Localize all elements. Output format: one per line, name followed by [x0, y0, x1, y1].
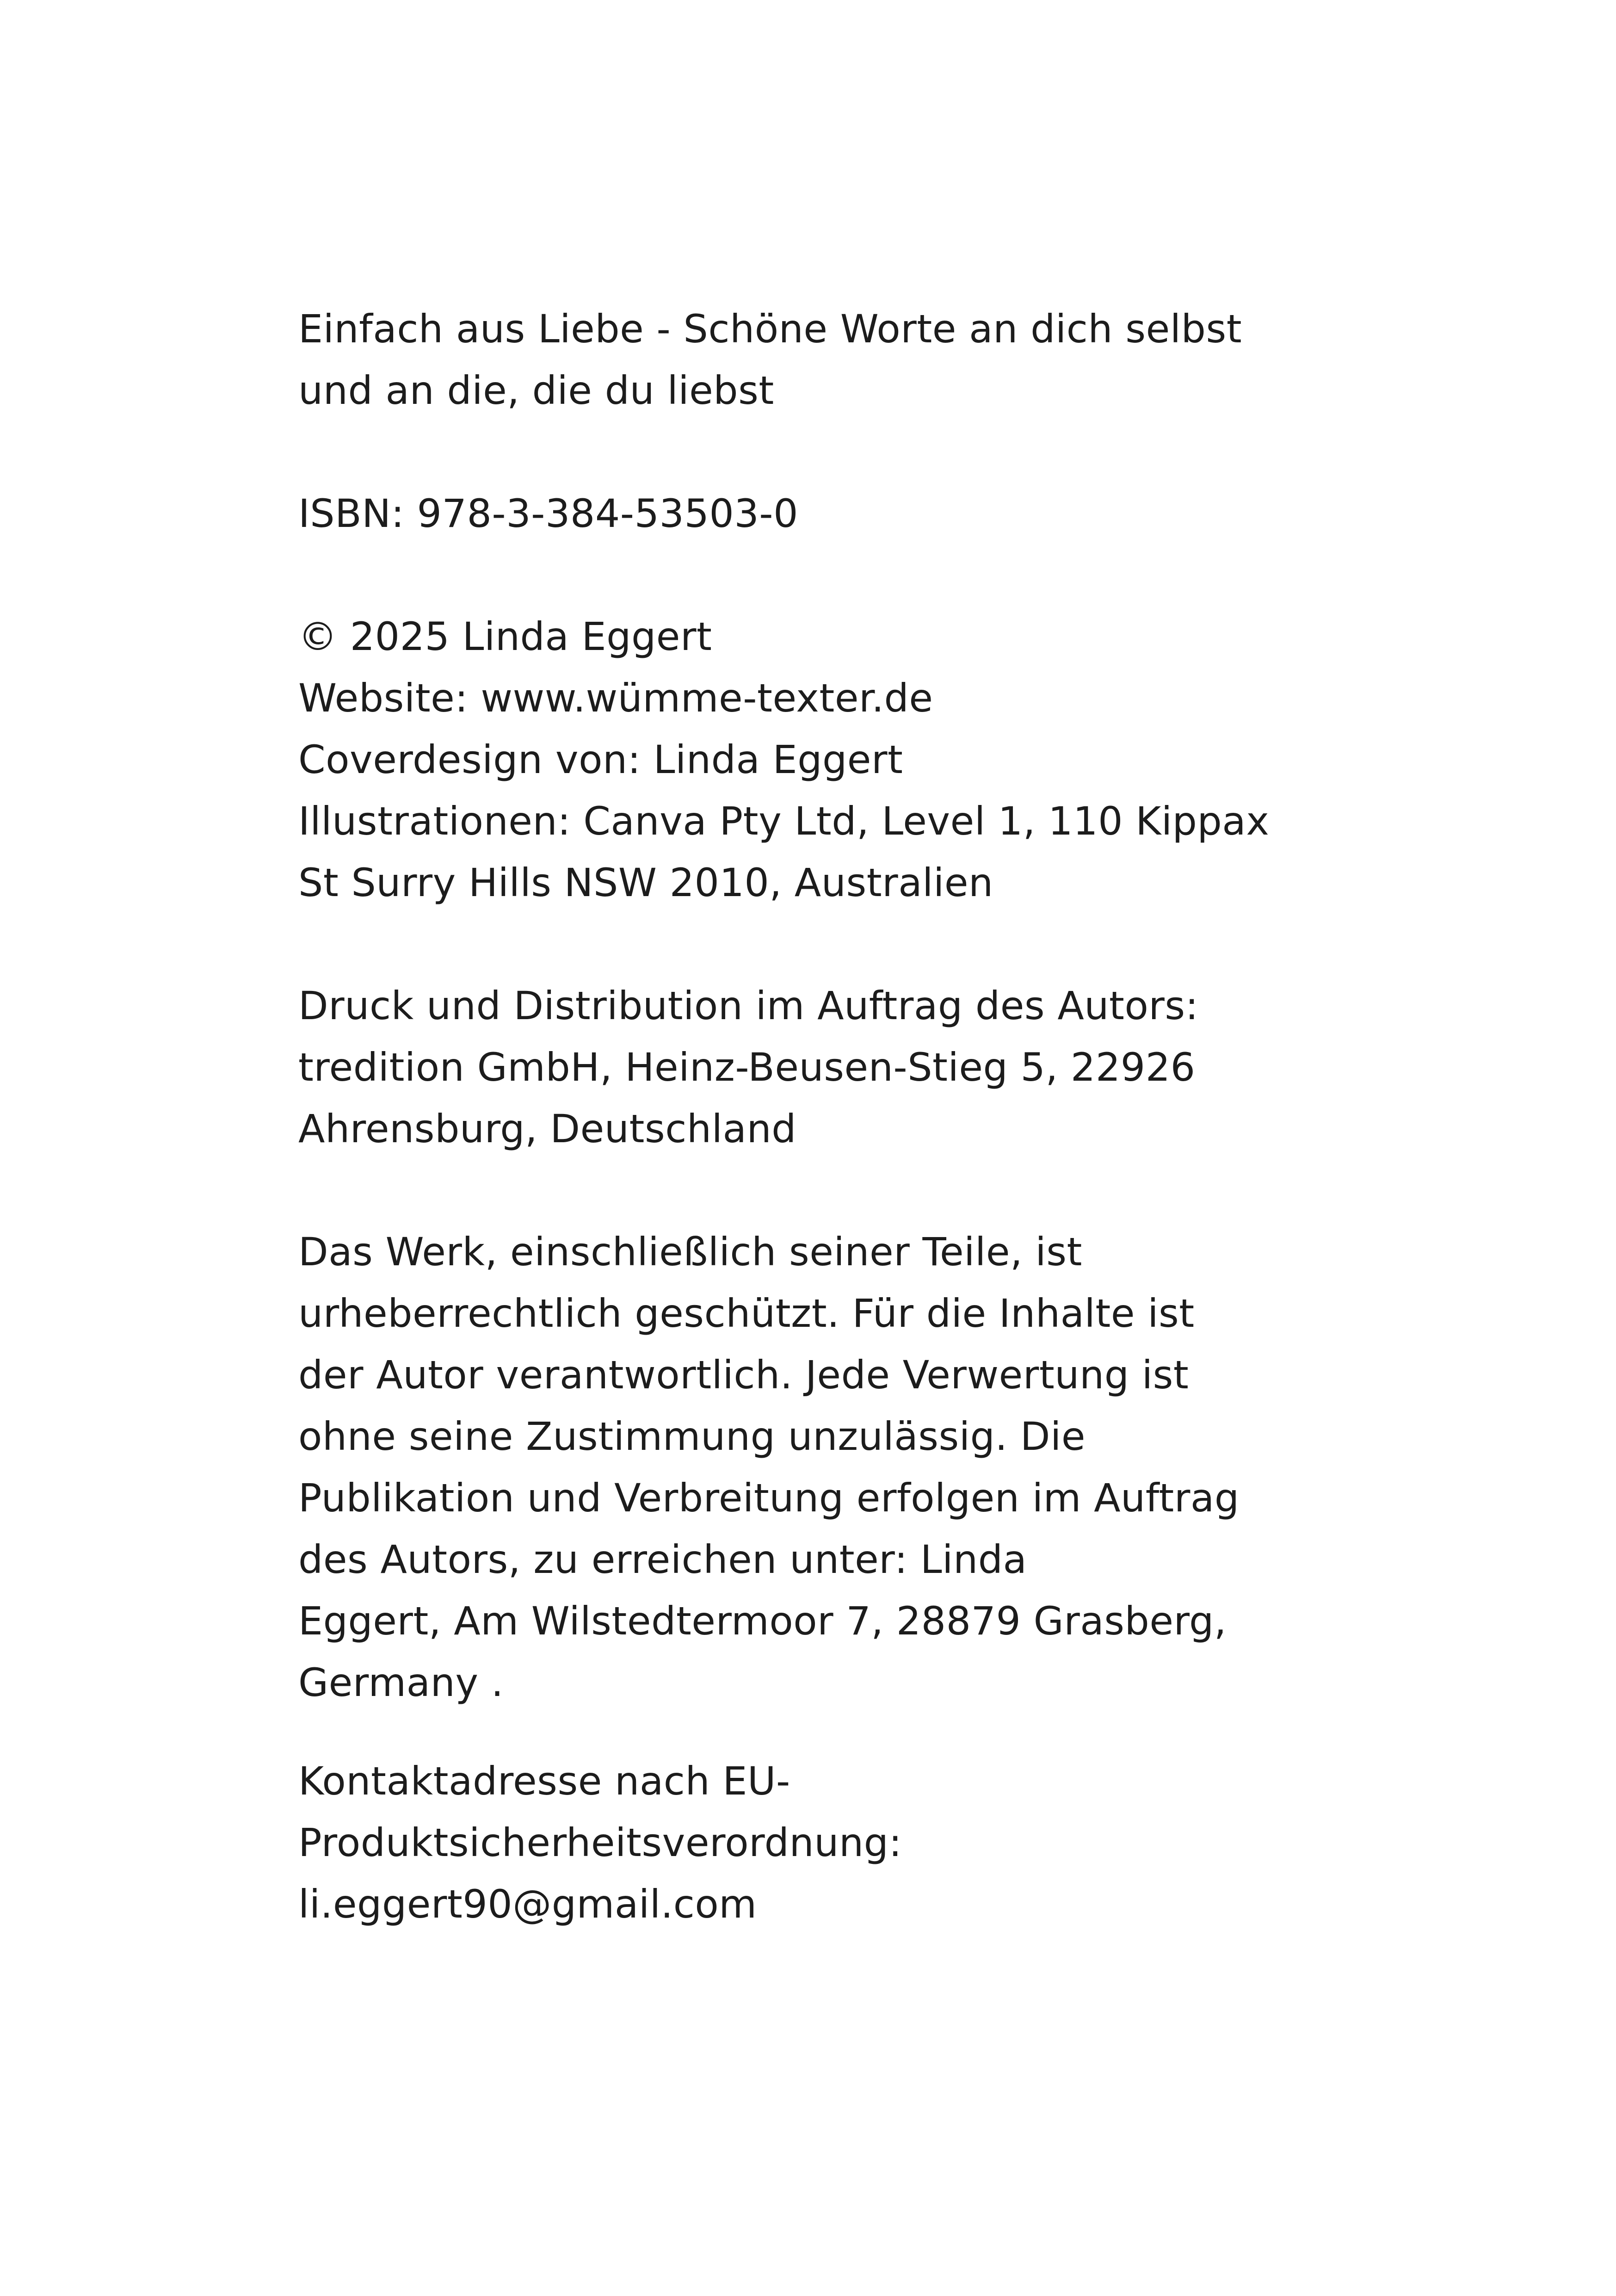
book-title-line-1: Einfach aus Liebe - Schöne Worte an dich selbst — [298, 306, 1242, 352]
book-title-line-2: und an die, die du liebst — [298, 368, 774, 413]
copyright-line-5: Publikation und Verbreitung erfolgen im Auftrag — [298, 1475, 1240, 1521]
isbn: ISBN: 978-3-384-53503-0 — [298, 491, 799, 536]
contact-block — [298, 1751, 1362, 1935]
illustrations-credit-line-2: St Surry Hills NSW 2010, Australien — [298, 860, 993, 905]
printing-line-2: tredition GmbH, Heinz-Beusen-Stieg 5, 22926 — [298, 1045, 1196, 1090]
copyright-line-4: ohne seine Zustimmung unzulässig. Die — [298, 1414, 1086, 1459]
book-title — [298, 298, 1362, 421]
copyright-notice — [298, 1221, 1362, 1714]
contact-line-2: Produktsicherheitsverordnung: — [298, 1820, 902, 1865]
contact-email: li.eggert90@gmail.com — [298, 1881, 757, 1927]
printing-block — [298, 975, 1362, 1160]
cover-design-credit: Coverdesign von: Linda Eggert — [298, 737, 903, 782]
copyright-line-7: Eggert, Am Wilstedtermoor 7, 28879 Grasberg, — [298, 1598, 1227, 1644]
imprint-content — [298, 298, 1362, 1935]
copyright-line-1: Das Werk, einschließlich seiner Teile, ist — [298, 1229, 1082, 1275]
printing-line-1: Druck und Distribution im Auftrag des Autors: — [298, 983, 1199, 1028]
isbn-block — [298, 483, 1362, 545]
copyright-holder: © 2025 Linda Eggert — [298, 614, 712, 659]
illustrations-credit-line-1: Illustrationen: Canva Pty Ltd, Level 1, 110 Kippax — [298, 798, 1270, 844]
copyright-line-3: der Autor verantwortlich. Jede Verwertung ist — [298, 1352, 1189, 1398]
contact-line-1: Kontaktadresse nach EU- — [298, 1758, 790, 1804]
credits-block — [298, 606, 1362, 914]
copyright-line-2: urheberrechtlich geschützt. Für die Inhalte ist — [298, 1291, 1195, 1336]
website: Website: www.wümme-texter.de — [298, 675, 933, 721]
copyright-line-8: Germany . — [298, 1660, 504, 1705]
copyright-line-6: des Autors, zu erreichen unter: Linda — [298, 1537, 1027, 1582]
printing-line-3: Ahrensburg, Deutschland — [298, 1106, 797, 1151]
